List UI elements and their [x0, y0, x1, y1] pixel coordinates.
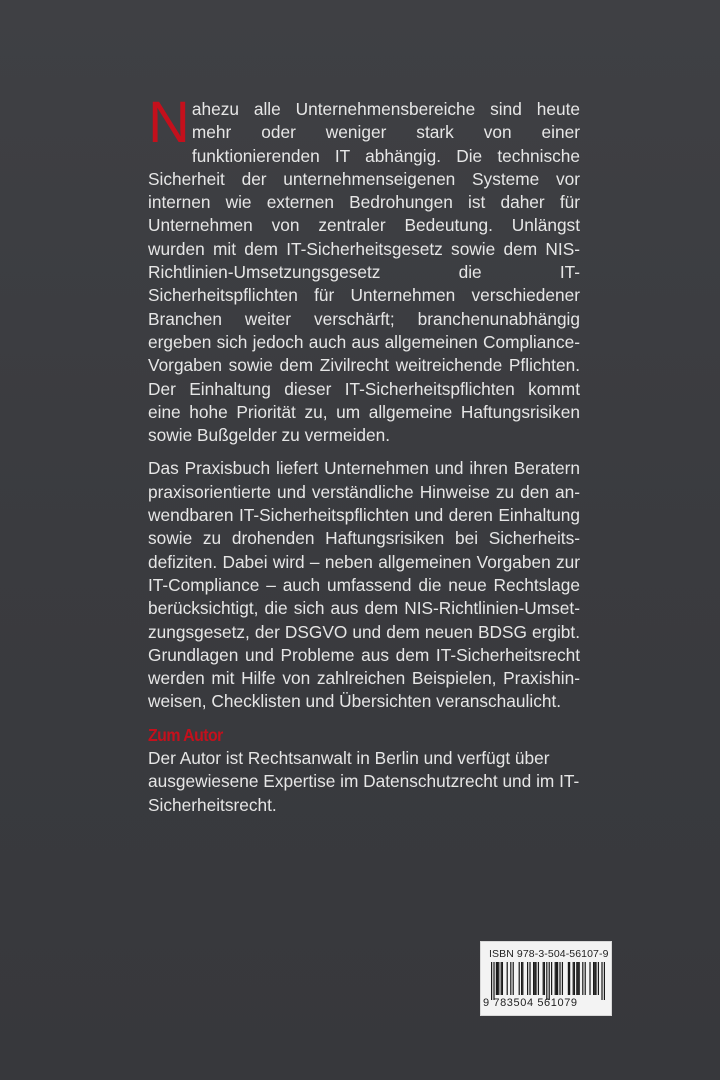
- isbn-number: ISBN 978-3-504-56107-9: [489, 948, 609, 960]
- barcode-bar: [598, 962, 599, 995]
- barcode-bar: [604, 962, 605, 1000]
- barcode-bar: [579, 962, 580, 995]
- barcode-digits: 9 783504 561079: [483, 997, 578, 1009]
- barcode-bar: [544, 962, 545, 995]
- barcode-bar: [502, 962, 503, 995]
- barcode-bar: [527, 962, 528, 995]
- barcode-bar: [543, 962, 544, 995]
- barcode-bar: [498, 962, 499, 995]
- barcode-bar: [569, 962, 570, 995]
- barcode-bar: [529, 962, 530, 995]
- barcode-bar: [574, 962, 575, 995]
- barcode-bar: [519, 962, 520, 995]
- barcode-bar: [555, 962, 556, 995]
- author-paragraph: Der Autor ist Rechtsanwalt in Berlin und verfügt über ausgewiesene Expertise im Datenschutzrecht und im IT-Sicherheitsrecht.: [148, 748, 580, 815]
- barcode-bar: [582, 962, 583, 995]
- barcode-bar: [559, 962, 560, 995]
- barcode-bar: [497, 962, 498, 995]
- barcode-bar: [594, 962, 595, 995]
- barcode-bar: [577, 962, 578, 995]
- barcode-bar: [535, 962, 536, 995]
- barcode-bar: [507, 962, 508, 995]
- barcode-bar: [534, 962, 535, 995]
- barcode-bar: [493, 962, 494, 1000]
- barcode-bar: [538, 962, 539, 995]
- isbn-barcode-label: [480, 941, 612, 1016]
- barcode-bar: [501, 962, 502, 995]
- barcode-bar: [593, 962, 594, 995]
- barcode-bar: [576, 962, 577, 995]
- dropcap-letter: N: [148, 90, 190, 155]
- barcode-bar: [551, 962, 552, 995]
- barcode-bar: [546, 962, 547, 1000]
- description-paragraph: Das Praxisbuch liefert Unternehmen und ihren Beratern praxisorientierte und verständliche Hinweise zu den anwendbaren IT-Sicherheitspflichten und deren Einhaltung sowie zu drohenden Haftungsrisiken bei Sicherheitsdefiziten. Dabei wird – neben allgemeinen Vorgaben zur IT-Compliance – auch umfassend die neue Rechtslage berücksichtigt, die sich aus dem NIS-Richtlinien-Umsetzungsgesetz, der DSGVO und dem neuen BDSG ergibt. Grundlagen und Probleme aus dem IT-Sicherheitsrecht werden mit Hilfe von zahlreichen Beispielen, Praxishinweisen, Checklisten und Übersichten veranschaulicht.: [148, 458, 580, 712]
- barcode-bar: [513, 962, 514, 995]
- barcode-bar: [522, 962, 523, 995]
- intro-paragraph-text: ahezu alle Unternehmensbereiche sind heute mehr oder weniger stark von einer funktionierenden IT abhängig. Die technische Sicherheit der unternehmenseigenen Systeme vor internen wie externen Bedrohungen ist daher für Unternehmen von zentraler Bedeutung. Unlängst wurden mit dem IT-Sicherheitsgesetz sowie dem NIS-Richtlinien-Umsetzungsgesetz die IT-Sicherheitspflichten für Unternehmen verschiedener Branchen weiter verschärft; branchenunabhängig ergeben sich jedoch auch aus allgemeinen Compliance-Vorgaben sowie dem Zivilrecht weitreichende Pflichten. Der Einhaltung dieser IT-Sicherheitspflichten kommt eine hohe Priorität zu, um allgemeine Haftungsrisiken sowie Bußgelder zu vermeiden.: [148, 99, 580, 446]
- barcode-bar: [589, 962, 590, 995]
- author-heading: Zum Autor: [148, 724, 223, 745]
- barcode-bar: [549, 962, 550, 1000]
- barcode-bar: [562, 962, 563, 995]
- barcode-bar: [496, 962, 497, 995]
- barcode-bar: [601, 962, 602, 1000]
- intro-paragraph: [148, 90, 580, 447]
- barcode-bar: [556, 962, 557, 995]
- barcode-bar: [573, 962, 574, 995]
- barcode-bar: [521, 962, 522, 995]
- barcode: [491, 962, 605, 1000]
- barcode-bar: [595, 962, 596, 995]
- barcode-bar: [568, 962, 569, 995]
- blurb-text-block: [148, 90, 580, 817]
- barcode-bar: [585, 962, 586, 995]
- barcode-bar: [533, 962, 534, 995]
- barcode-bar: [510, 962, 511, 995]
- barcode-bar: [491, 962, 492, 1000]
- barcode-bar: [557, 962, 558, 995]
